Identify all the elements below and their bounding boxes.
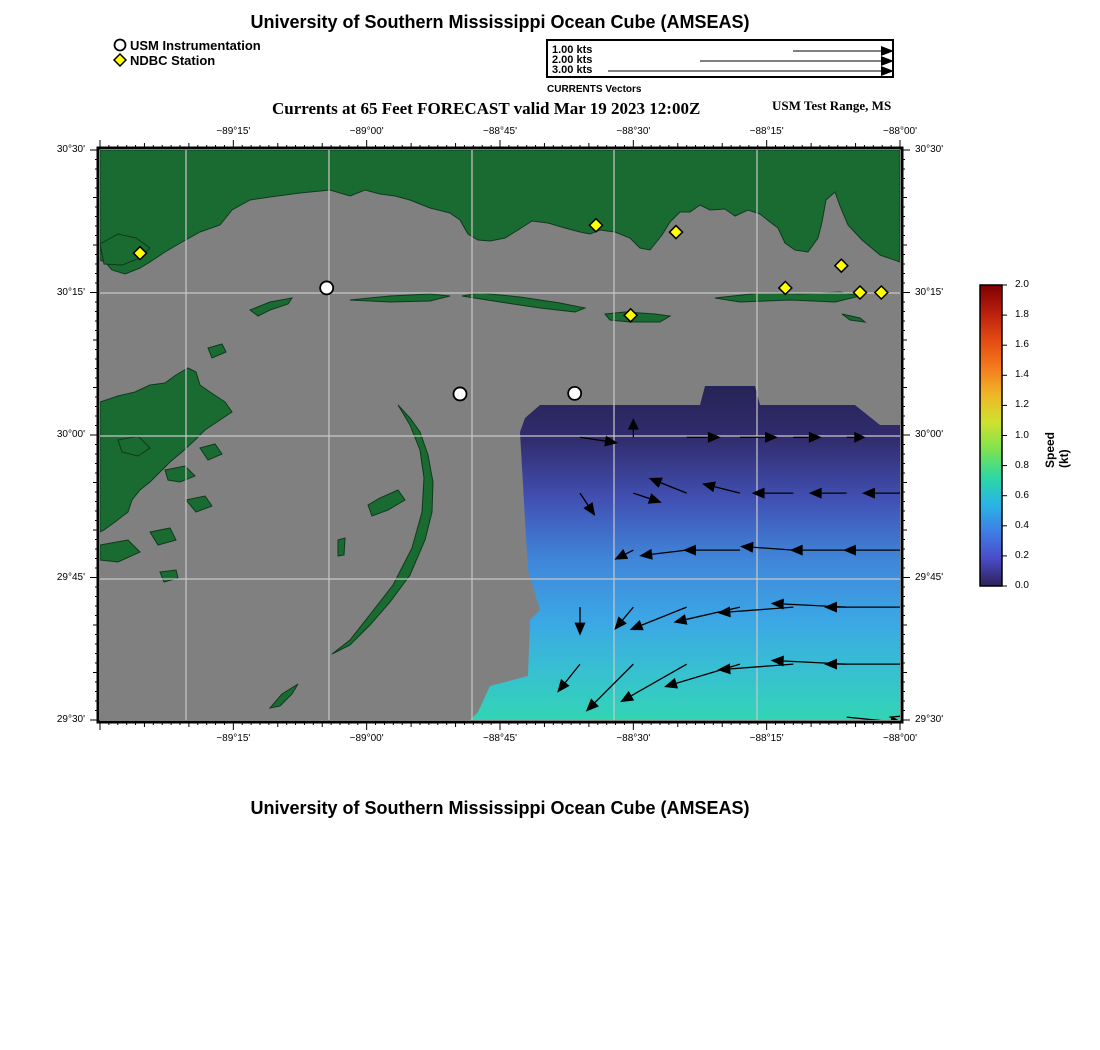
lat-label-left: 30°00' (56, 429, 85, 440)
colorbar-tick-label: 0.2 (1015, 549, 1029, 561)
lon-label-bottom: −88°45' (483, 733, 517, 744)
vector-scale-3kt: 3.00 kts (552, 64, 593, 76)
colorbar-tick-label: 1.4 (1015, 369, 1029, 381)
map-title: University of Southern Mississippi Ocean Cube (AMSEAS) (250, 12, 750, 32)
usm-station-marker[interactable] (568, 387, 581, 400)
legend-ndbc-label: NDBC Station (130, 53, 216, 68)
lon-label-top: −88°00' (883, 126, 917, 137)
lon-label-top: −89°00' (349, 126, 384, 137)
lon-label-top: −88°15' (749, 126, 784, 137)
lon-label-bottom: −88°30' (616, 733, 651, 744)
colorbar-tick-label: 0.8 (1015, 459, 1029, 471)
legend-usm-label: USM Instrumentation (130, 38, 261, 53)
lat-label-left: 29°30' (56, 714, 85, 725)
usm-station-marker[interactable] (454, 387, 467, 400)
vector-legend-caption: CURRENTS Vectors (547, 84, 642, 95)
region-label: USM Test Range, MS (772, 98, 892, 113)
lat-label-left: 29°45' (56, 571, 85, 583)
lon-label-top: −88°45' (483, 126, 517, 137)
lon-label-bottom: −88°15' (749, 733, 784, 744)
colorbar-tick-label: 1.0 (1015, 429, 1029, 441)
colorbar-title: Speed (kt) (1043, 431, 1071, 468)
lat-label-right: 29°30' (915, 714, 944, 725)
lon-label-bottom: −89°15' (216, 733, 251, 744)
colorbar-scale (975, 282, 1015, 592)
lat-label-right: 30°30' (915, 144, 944, 155)
lat-label-left: 30°30' (56, 144, 85, 155)
map-subtitle: Currents at 65 Feet FORECAST valid Mar 19 2023 12:00Z (272, 99, 701, 118)
lat-label-right: 29°45' (915, 571, 944, 583)
colorbar-tick-label: 1.6 (1015, 339, 1029, 351)
footer-title: University of Southern Mississippi Ocean Cube (AMSEAS) (250, 798, 750, 818)
lon-label-top: −89°15' (216, 126, 251, 137)
colorbar-tick-label: 0.0 (1015, 580, 1029, 591)
chandeleur-fragment-3 (338, 538, 345, 556)
colorbar-tick-label: 0.6 (1015, 489, 1029, 501)
lat-label-right: 30°00' (915, 429, 944, 440)
map-area (100, 150, 937, 760)
usm-station-marker[interactable] (320, 281, 333, 294)
vector-scale-2kt: 2.00 kts (552, 54, 593, 66)
colorbar-tick-label: 2.0 (1015, 279, 1029, 290)
lon-label-bottom: −88°00' (883, 733, 917, 744)
lon-label-top: −88°30' (616, 126, 651, 137)
colorbar-tick-label: 0.4 (1015, 519, 1029, 531)
colorbar-tick-label: 1.8 (1015, 309, 1029, 321)
vector-scale-1kt: 1.00 kts (552, 44, 593, 56)
lon-label-bottom: −89°00' (349, 733, 384, 744)
lat-label-right: 30°15' (915, 286, 944, 298)
colorbar-tick-label: 1.2 (1015, 399, 1029, 411)
current-speed-field (470, 386, 900, 760)
lat-label-left: 30°15' (56, 286, 85, 298)
